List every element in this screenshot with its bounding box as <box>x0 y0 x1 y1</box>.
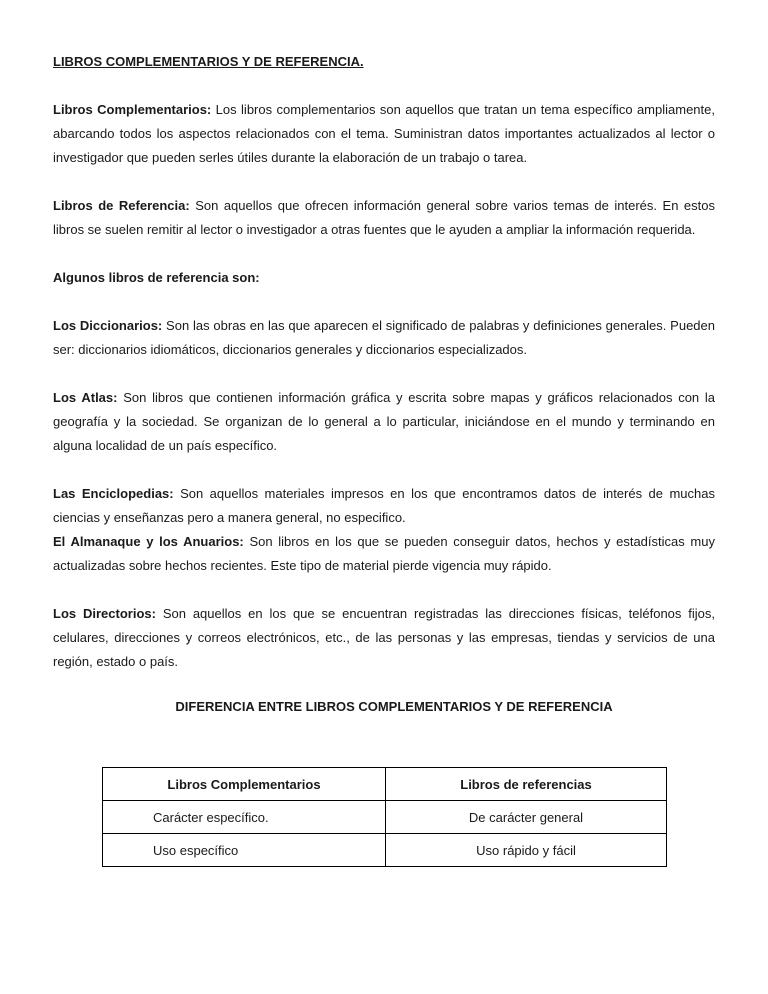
table-cell: Uso específico <box>103 834 386 867</box>
comparison-table <box>102 767 667 867</box>
term-label: Los Directorios: <box>53 606 156 621</box>
term-definition: Son aquellos que ofrecen información general sobre varios temas de interés. En estos libros se suelen remitir al lector o investigador a otras fuentes que le ayuden a ampliar la información requerida. <box>53 198 715 237</box>
table-row <box>103 801 667 834</box>
paragraph-almanaque <box>53 530 715 578</box>
table-header-row <box>103 768 667 801</box>
term-definition: Son aquellos en los que se encuentran registradas las direcciones físicas, teléfonos fijos, celulares, direcciones y correos electrónicos, etc., de las personas y las empresas, tiendas y servicios de una región, estado o país. <box>53 606 716 669</box>
table-header-complementarios: Libros Complementarios <box>103 768 386 801</box>
paragraph-libros-de-referencia <box>53 194 715 242</box>
term-label: Los Atlas: <box>53 390 118 405</box>
term-definition: Los libros complementarios son aquellos que tratan un tema específico ampliamente, abarcando todos los aspectos relacionados con el tema. Suministran datos importantes actualizados al lector o investigador que pueden serles útiles durante la elaboración de un trabajo o tarea. <box>53 102 715 165</box>
table-cell: De carácter general <box>386 801 667 834</box>
paragraph-atlas <box>53 386 715 458</box>
term-label: Las Enciclopedias: <box>53 486 174 501</box>
paragraph-libros-complementarios <box>53 98 715 170</box>
paragraph-directorios <box>53 602 715 674</box>
subheading-algunos-libros: Algunos libros de referencia son: <box>53 270 260 285</box>
document-page <box>53 52 715 717</box>
paragraph-diccionarios <box>53 314 715 362</box>
comparison-heading: DIFERENCIA ENTRE LIBROS COMPLEMENTARIOS Y DE REFERENCIA <box>175 699 613 714</box>
term-definition: Son las obras en las que aparecen el significado de palabras y definiciones generales. Pueden ser: diccionarios idiomáticos, diccionarios generales y diccionarios especializados. <box>53 318 715 357</box>
document-title: LIBROS COMPLEMENTARIOS Y DE REFERENCIA. <box>53 54 364 69</box>
term-definition: Son libros que contienen información gráfica y escrita sobre mapas y gráficos relacionados con la geografía y la sociedad. Se organizan de lo general a lo particular, iniciándose en el mundo y terminando en alguna localidad de un país específico. <box>53 390 715 453</box>
table-header-referencias: Libros de referencias <box>386 768 667 801</box>
term-label: Libros de Referencia: <box>53 198 190 213</box>
term-label: Los Diccionarios: <box>53 318 163 333</box>
term-label: Libros Complementarios: <box>53 102 212 117</box>
paragraph-enciclopedias <box>53 482 715 530</box>
term-label: El Almanaque y los Anuarios: <box>53 534 244 549</box>
table-cell: Carácter específico. <box>103 801 386 834</box>
table-row <box>103 834 667 867</box>
table-cell: Uso rápido y fácil <box>386 834 667 867</box>
term-definition: Son aquellos materiales impresos en los que encontramos datos de interés de muchas ciencias y enseñanzas pero a manera general, no especifico. <box>53 486 715 525</box>
term-definition: Son libros en los que se pueden conseguir datos, hechos y estadísticas muy actualizadas sobre hechos recientes. Este tipo de material pierde vigencia muy rápido. <box>53 534 715 573</box>
